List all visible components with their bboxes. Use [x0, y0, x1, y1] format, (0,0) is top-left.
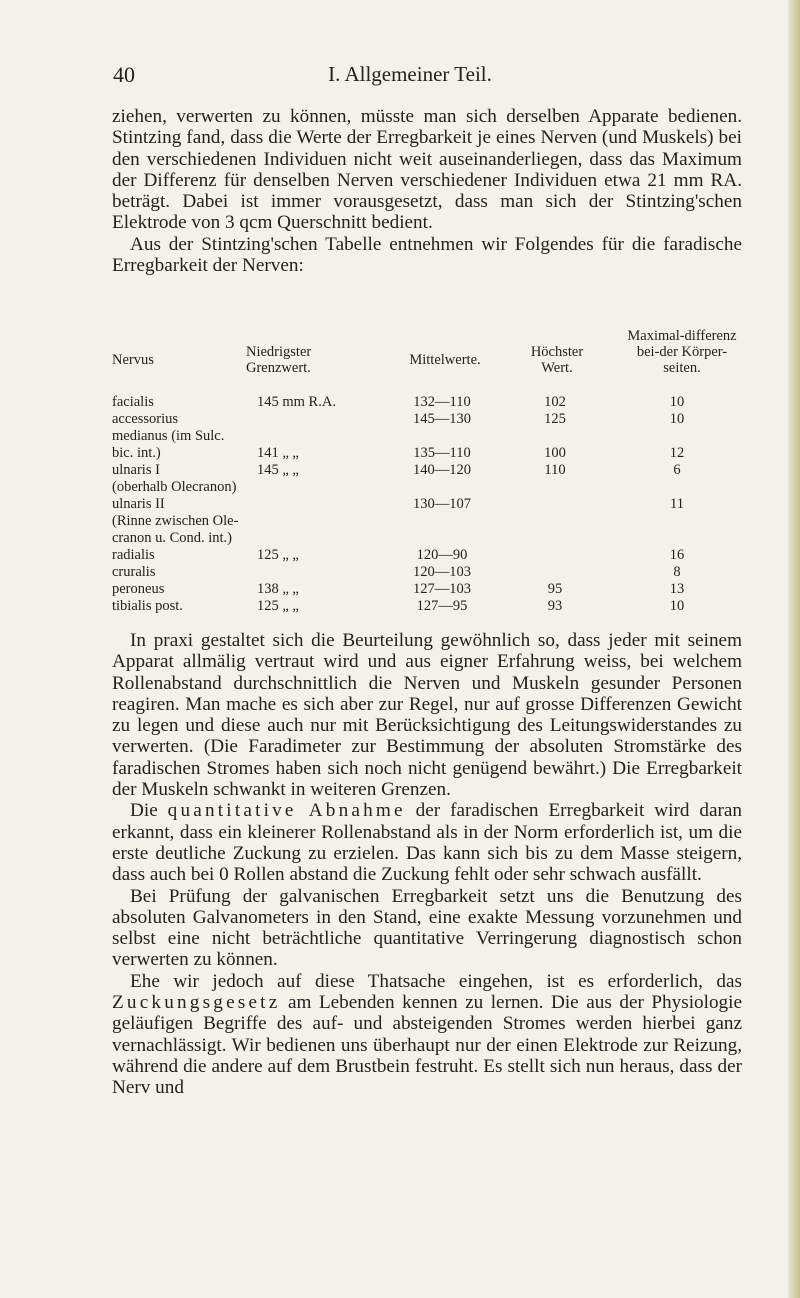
emphasis-term: Zuckungsgesetz	[112, 992, 281, 1014]
mid-value: 127—103	[413, 581, 471, 597]
mid-value: 120—90	[416, 547, 468, 563]
diff-value: 10	[669, 598, 685, 614]
paragraph: In praxi gestaltet sich die Beurteilung gewöhnlich so, dass jeder mit seinem Apparat allmälig vertraut wird und aus eigner Erfahrung weiss, bei welchem Rollenabstand durchschnittlich die Nerven und Muskeln gesunder Personen reagiren. Man mache es sich aber zur Regel, nur auf grosse Differenzen Gewicht zu legen und diese auch nur mit Berücksichtigung des Leitungswiderstandes zu verwerten. (Die Faradimeter zur Bestimmung der absoluten Stromstärke des faradischen Stromes haben sich noch nicht genügend bewährt.) Die Erregbarkeit der Muskeln schwankt in weiteren Grenzen.	[112, 630, 742, 801]
header-nervus: Nervus	[112, 352, 154, 368]
min-value: 145 mm R.A.	[257, 394, 336, 410]
text-run: der faradischen Erregbarkeit wird daran erkannt, dass ein kleinerer Rollenabstand als in der Norm erforderlich ist, um die erste deutliche Zuckung zu erzielen. Das kann sich bis zu dem Masse steigern, dass auch bei 0 Rollen abstand die Zuckung fehlt oder sehr schwach ausfällt.	[112, 800, 742, 886]
page-edge	[788, 0, 800, 1298]
text-run: Die	[130, 800, 158, 822]
main-text	[112, 630, 742, 1099]
nerve-name: medianus (im Sulc.	[112, 428, 225, 444]
nerve-name-cont: (oberhalb Olecranon)	[112, 479, 237, 495]
nerve-name: cruralis	[112, 564, 156, 580]
diff-value: 10	[669, 411, 685, 427]
nerve-name: peroneus	[112, 581, 165, 597]
nerve-name-cont: (Rinne zwischen Ole-	[112, 513, 239, 529]
paragraph	[112, 971, 742, 1099]
nerve-name: ulnaris I	[112, 462, 160, 478]
running-title: I. Allgemeiner Teil.	[328, 62, 492, 86]
min-value: 138 „ „	[257, 581, 299, 597]
max-value: 110	[544, 462, 566, 478]
diff-value: 10	[669, 394, 685, 410]
mid-value: 135—110	[413, 445, 471, 461]
header-diff: Maximal-differenz bei-der Körper-seiten.	[627, 328, 737, 376]
diff-value: 13	[669, 581, 685, 597]
max-value: 100	[544, 445, 566, 461]
diff-value: 8	[673, 564, 681, 580]
header-max: Höchster Wert.	[530, 344, 584, 376]
paragraph	[112, 800, 742, 885]
nerve-name: ulnaris II	[112, 496, 165, 512]
diff-value: 12	[669, 445, 685, 461]
intro-paragraph-2: Aus der Stintzing'schen Tabelle entnehmen wir Folgendes für die faradische Erregbarkeit der Nerven:	[112, 233, 742, 277]
page-header	[0, 62, 800, 92]
header-min: Niedrigster Grenzwert.	[246, 344, 312, 376]
mid-value: 132—110	[413, 394, 471, 410]
text-run: Ehe wir jedoch auf diese Thatsache eingehen, ist es erforderlich, das	[130, 970, 742, 992]
page-number: 40	[113, 62, 135, 87]
diff-value: 16	[669, 547, 685, 563]
min-value: 125 „ „	[257, 547, 299, 563]
nerve-name: facialis	[112, 394, 154, 410]
intro-text	[112, 106, 742, 276]
mid-value: 145—130	[413, 411, 471, 427]
nerve-name: radialis	[112, 547, 155, 563]
nerve-name: accessorius	[112, 411, 179, 427]
mid-value: 140—120	[413, 462, 471, 478]
min-value: 141 „ „	[257, 445, 299, 461]
min-value: 125 „ „	[257, 598, 299, 614]
header-mid: Mittelwerte.	[409, 352, 481, 368]
emphasis-term: quantitative Abnahme	[167, 800, 406, 822]
diff-value: 11	[670, 496, 684, 512]
mid-value: 127—95	[416, 598, 468, 614]
min-value: 145 „ „	[257, 462, 299, 478]
paragraph: Bei Prüfung der galvanischen Erregbarkeit setzt uns die Benutzung des absoluten Galvanometers in den Stand, eine exakte Messung vorzunehmen und selbst eine nicht beträchtliche quantitative Verringerung diagnostisch schon verwerten zu können.	[112, 885, 742, 971]
nerve-name: tibialis post.	[112, 598, 183, 614]
intro-paragraph-1: ziehen, verwerten zu können, müsste man sich derselben Apparate bedienen. Stintzing fand, dass die Werte der Erregbarkeit je eines Nerven (und Muskels) bei den verschiedenen Individuen nicht weit auseinanderliegen, dass das Maximum der Differenz für denselben Nerven verschiedener Individuen etwa 21 mm RA. beträgt. Dabei ist immer vorausgesetzt, dass man sich der Stintzing'schen Elektrode von 3 qcm Querschnitt bedient.	[112, 106, 742, 234]
max-value: 102	[544, 394, 566, 410]
max-value: 125	[544, 411, 566, 427]
nerve-name-cont: bic. int.)	[112, 445, 161, 461]
mid-value: 130—107	[413, 496, 471, 512]
max-value: 95	[547, 581, 563, 597]
mid-value: 120—103	[413, 564, 471, 580]
text-run: am Lebenden kennen zu lernen. Die aus der Physiologie geläufigen Begriffe des auf- und absteigenden Stromes werden hierbei ganz vernachlässigt. Wir bedienen uns überhaupt nur der einen Elektrode zur Reizung, während die andere auf dem Brustbein festruht. Es stellt sich nun heraus, dass der Nerv und	[112, 992, 742, 1099]
max-value: 93	[547, 598, 563, 614]
diff-value: 6	[673, 462, 681, 478]
nerve-name-cont: cranon u. Cond. int.)	[112, 530, 233, 546]
